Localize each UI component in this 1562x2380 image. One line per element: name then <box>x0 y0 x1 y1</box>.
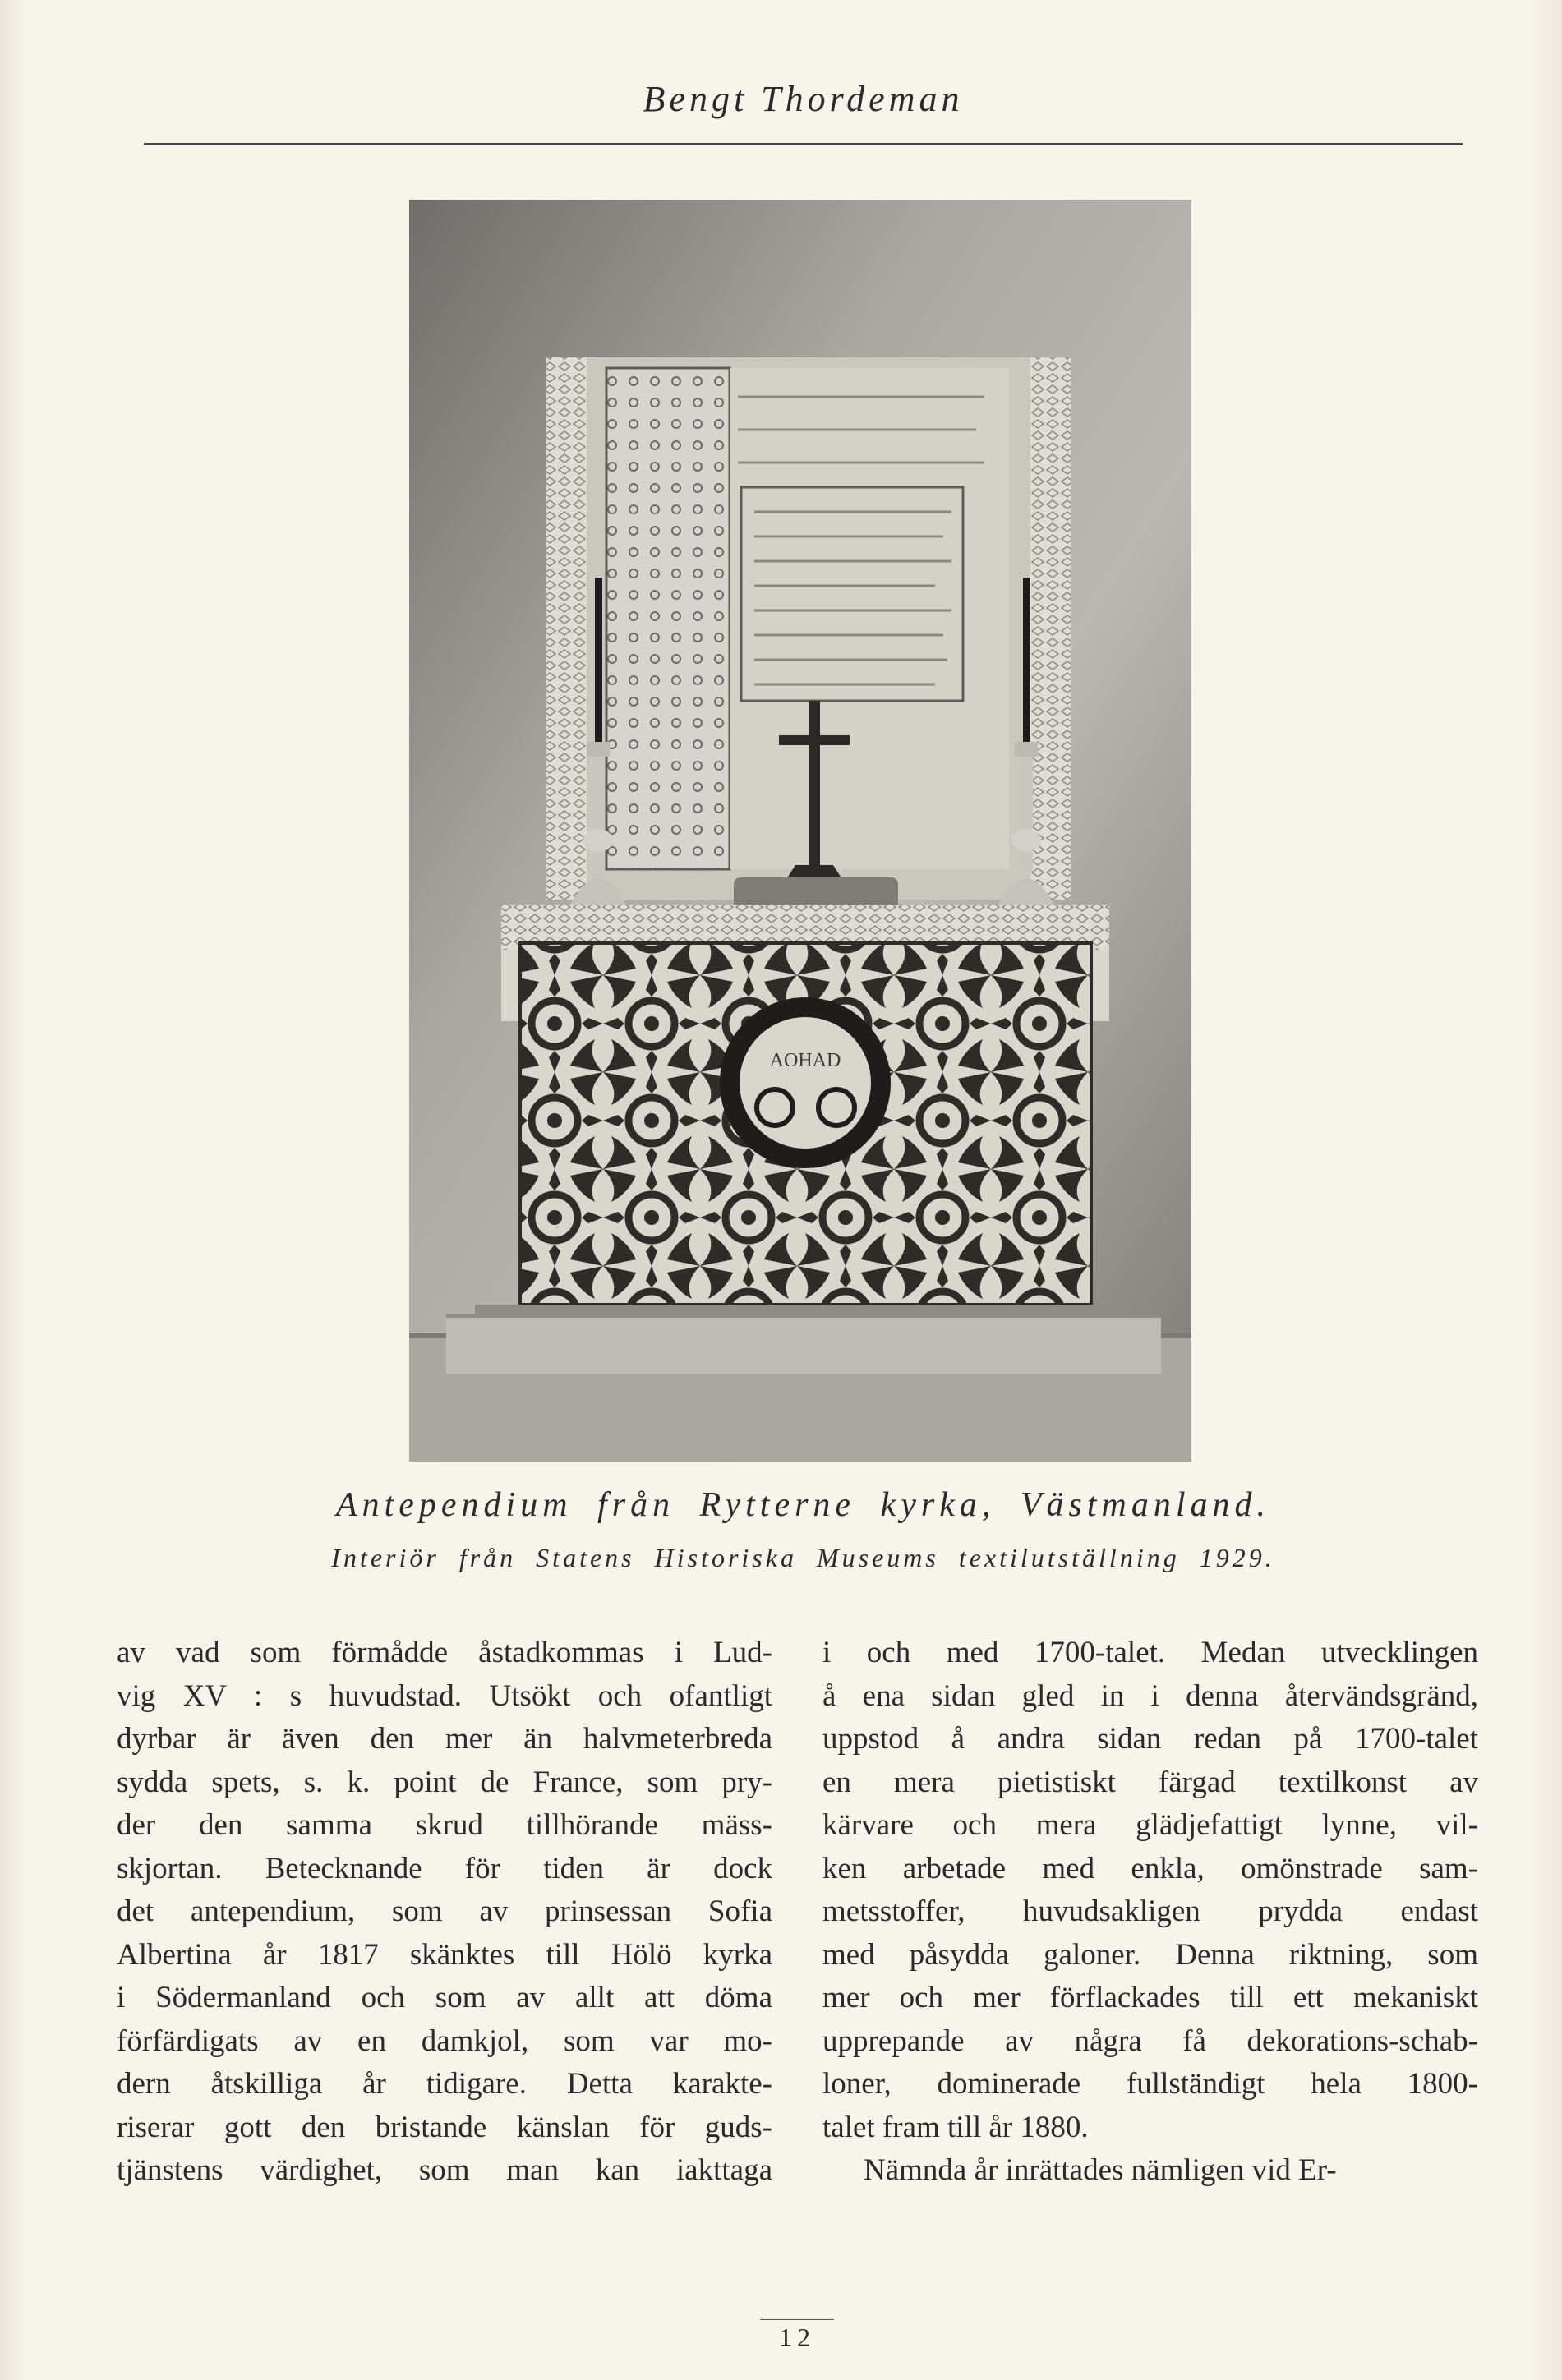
text-line: metsstoffer, huvudsakligen prydda endast <box>822 1894 1478 1928</box>
text-line: kärvare och mera glädjefattigt lynne, vil- <box>822 1808 1478 1842</box>
text-line: Albertina år 1817 skänktes till Hölö kyrka <box>117 1937 772 1972</box>
text-line: å ena sidan gled in i denna återvändsgränd, <box>822 1678 1478 1713</box>
text-line: uppstod å andra sidan redan på 1700-talet <box>822 1722 1478 1756</box>
text-line: talet fram till år 1880. <box>822 2110 1089 2144</box>
running-head-author: Bengt Thordeman <box>643 79 964 119</box>
text-line: det antependium, som av prinsessan Sofia <box>117 1894 772 1928</box>
body-column-left <box>117 1632 772 2193</box>
text-line: förfärdigats av en damkjol, som var mo- <box>117 2023 772 2058</box>
altar-step <box>446 1314 1161 1374</box>
text-line: mer och mer förflackades till ett mekaniskt <box>822 1981 1478 2014</box>
text-line: av vad som förmådde åstadkommas i Lud- <box>117 1636 772 1669</box>
text-line: sydda spets, s. k. point de France, som pry- <box>117 1765 772 1799</box>
antependium <box>520 943 1091 1305</box>
text-line: upprepande av några få dekorations-schab- <box>822 2023 1478 2058</box>
text-line-paragraph-start: Nämnda år inrättades nämligen vid Er- <box>864 2153 1337 2187</box>
body-column-right <box>822 1632 1478 2193</box>
text-line: vig XV : s huvudstad. Utsökt och ofantligt <box>117 1678 772 1713</box>
antependium-monogram: AOHAD <box>769 1050 841 1071</box>
text-line: med påsydda galoner. Denna riktning, som <box>822 1937 1478 1972</box>
page-number: 12 <box>779 2322 815 2352</box>
text-line: skjortan. Betecknande för tiden är dock <box>117 1851 772 1885</box>
text-line: riserar gott den bristande känslan för guds- <box>117 2110 772 2144</box>
altar-photograph <box>409 200 1191 1462</box>
altar-photo-illustration <box>409 200 1191 1462</box>
text-line: der den samma skrud tillhörande mäss- <box>117 1808 772 1842</box>
text-line: en mera pietistiskt färgad textilkonst av <box>822 1765 1478 1799</box>
text-line: tjänstens värdighet, som man kan iakttaga <box>117 2153 772 2187</box>
folio-rule <box>760 2319 834 2320</box>
text-line: i och med 1700-talet. Medan utvecklingen <box>822 1636 1478 1669</box>
text-line: dern åtskilliga år tidigare. Detta karakte- <box>117 2067 772 2101</box>
figure-subcaption: Interiör från Statens Historiska Museums textilutställning 1929. <box>331 1543 1275 1572</box>
figure-caption: Antependium från Rytterne kyrka, Västmanland. <box>335 1486 1271 1524</box>
text-line: ken arbetade med enkla, omönstrade sam- <box>822 1851 1478 1885</box>
text-line: i Södermanland och som av allt att döma <box>117 1981 772 2014</box>
text-line: dyrbar är även den mer än halvmeterbreda <box>117 1722 772 1756</box>
text-line: loner, dominerade fullständigt hela 1800- <box>822 2067 1478 2101</box>
header-rule <box>144 143 1463 145</box>
